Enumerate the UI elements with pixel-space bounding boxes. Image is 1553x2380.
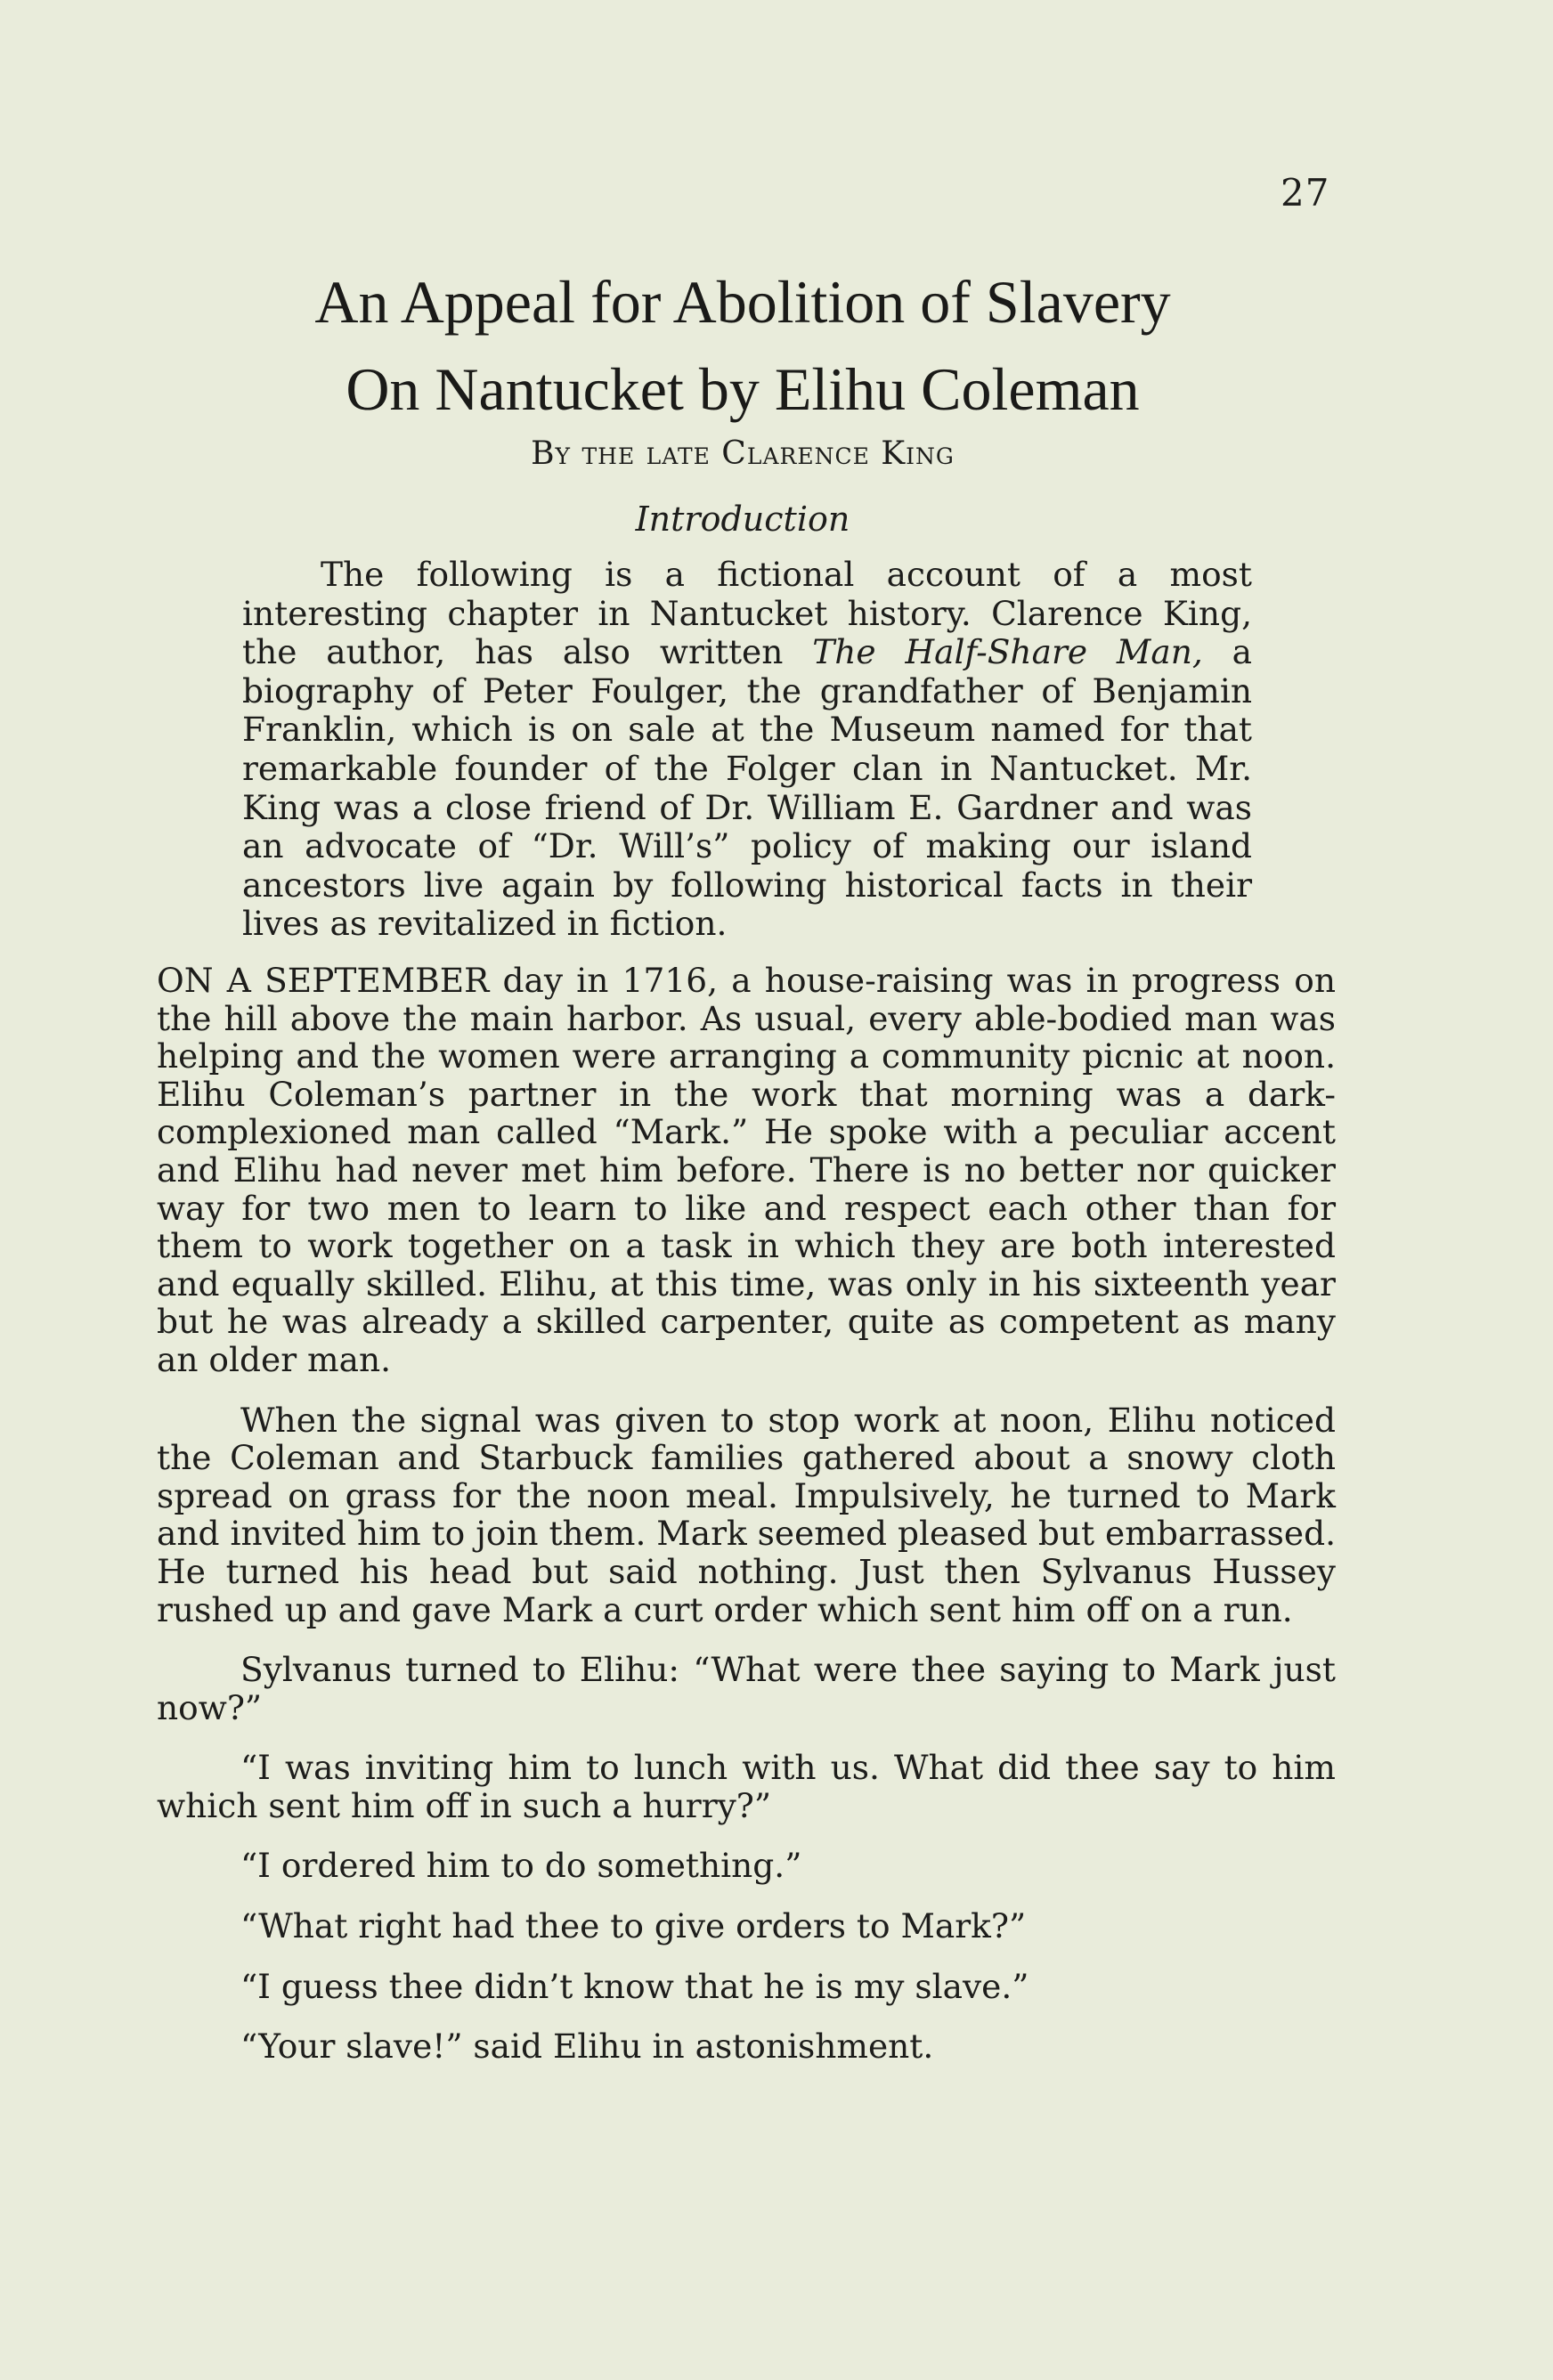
story-body bbox=[157, 962, 1336, 2066]
story-paragraph-3: Sylvanus turned to Elihu: “What were thee saying to Mark just now?” bbox=[157, 1650, 1336, 1727]
book-title: The Half-Share Man, bbox=[812, 632, 1203, 672]
introduction-heading: Introduction bbox=[635, 500, 850, 539]
story-paragraph-7: “I guess thee didn’t know that he is my slave.” bbox=[240, 1966, 1029, 2006]
page-number: 27 bbox=[1281, 171, 1330, 215]
story-paragraph-8: “Your slave!” said Elihu in astonishment. bbox=[240, 2027, 934, 2067]
introduction-text-before-book: The following is a fictional account of a most interesting chapter in Nantucket history. Clarence King, the author, has also written bbox=[242, 555, 1252, 672]
introduction-paragraph bbox=[242, 556, 1252, 944]
title-line-1: An Appeal for Abolition of Slavery bbox=[314, 268, 1171, 336]
byline: By the late Clarence King bbox=[531, 435, 955, 472]
story-paragraph-6: “What right had thee to give orders to Mark?” bbox=[240, 1906, 1027, 1946]
article-title bbox=[157, 258, 1329, 433]
story-paragraph-1: ON A SEPTEMBER day in 1716, a house-raising was in progress on the hill above the main harbor. As usual, every able-bodied man was helping and the women were arranging a community picnic at noon. Elihu Coleman’s partner in the work that morning was a dark-complexioned man called “Mark.” He spoke with a peculiar accent and Elihu had never met him before. There is no better nor quicker way for two men to learn to like and respect each other than for them to work together on a task in which they are both interested and equally skilled. Elihu, at this time, was only in his sixteenth year but he was already a skilled carpenter, quite as competent as many an older man. bbox=[157, 961, 1336, 1379]
story-paragraph-5: “I ordered him to do something.” bbox=[240, 1846, 802, 1886]
title-line-2: On Nantucket by Elihu Coleman bbox=[346, 355, 1140, 423]
introduction-text-after-book: a biography of Peter Foulger, the grandfather of Benjamin Franklin, which is on sale at the Museum named for that remarkable founder of the Folger clan in Nantucket. Mr. King was a close friend of Dr. William E. Gardner and was an advocate of “Dr. Will’s” policy of making our island ancestors live again by following historical facts in their lives as revitalized in fiction. bbox=[242, 632, 1252, 944]
story-paragraph-2: When the signal was given to stop work at noon, Elihu noticed the Coleman and Starbuck families gathered about a snowy cloth spread on grass for the noon meal. Impulsively, he turned to Mark and invited him to join them. Mark seemed pleased but embarrassed. He turned his head but said nothing. Just then Sylvanus Hussey rushed up and gave Mark a curt order which sent him off on a run. bbox=[157, 1400, 1336, 1629]
story-paragraph-4: “I was inviting him to lunch with us. What did thee say to him which sent him off in such a hurry?” bbox=[157, 1748, 1336, 1825]
